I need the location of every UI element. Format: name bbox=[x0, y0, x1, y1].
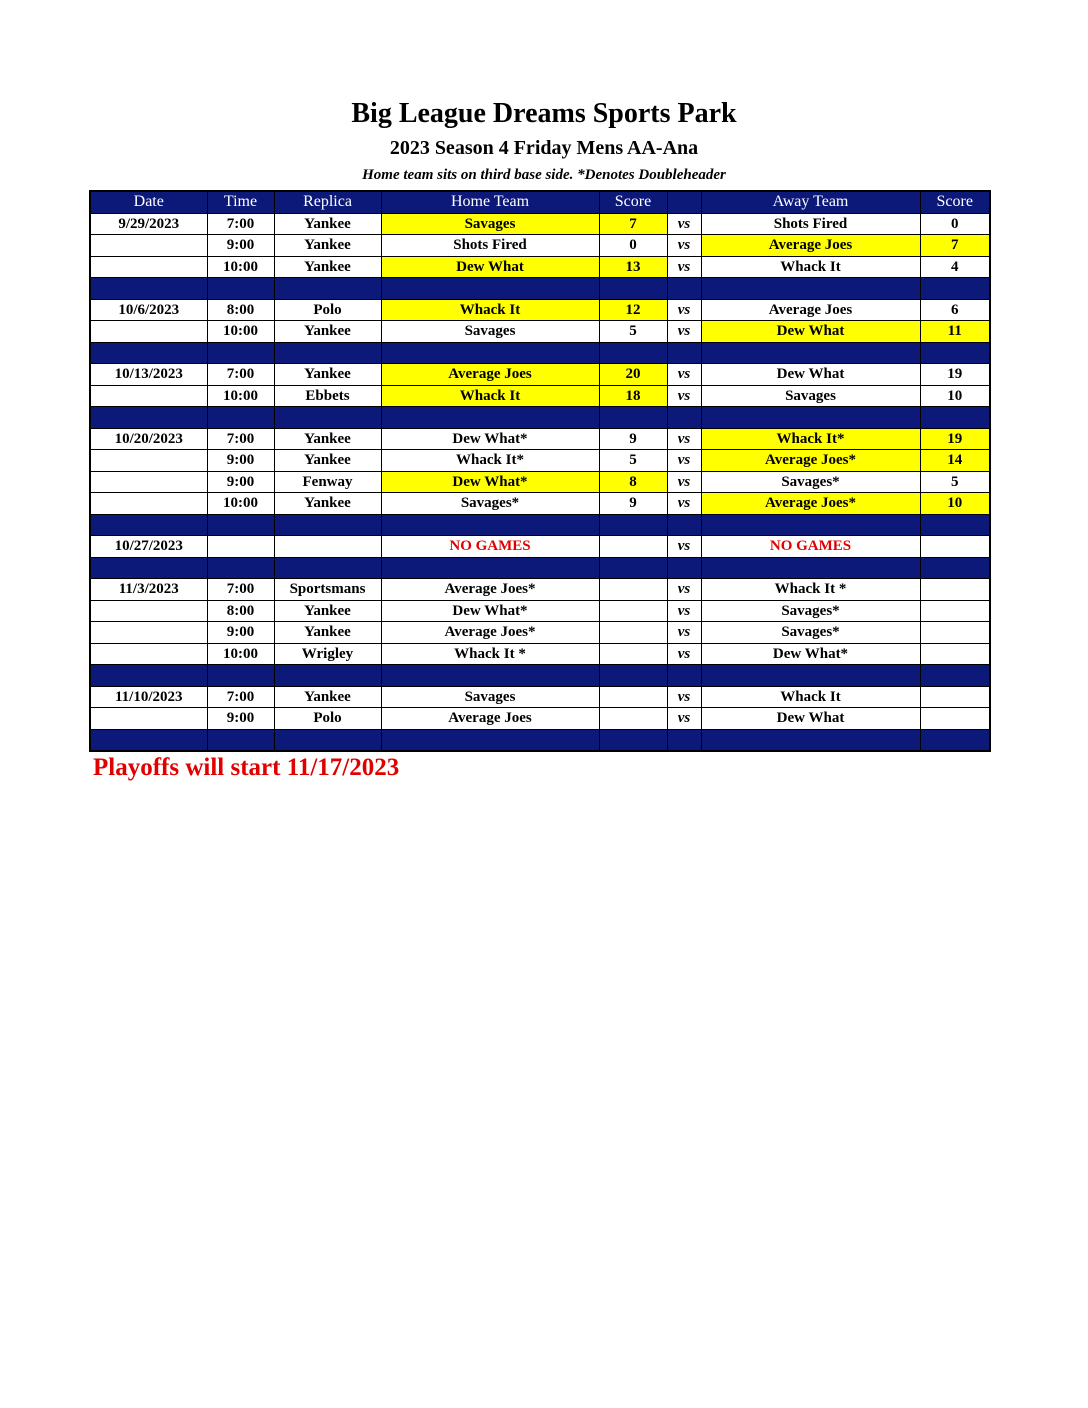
separator-cell bbox=[920, 557, 990, 579]
vs-label: vs bbox=[667, 600, 701, 622]
game-replica: Yankee bbox=[274, 213, 381, 235]
separator-cell bbox=[701, 407, 920, 429]
home-score bbox=[599, 708, 667, 730]
table-row bbox=[90, 450, 990, 472]
home-team: Savages bbox=[381, 213, 599, 235]
separator-cell bbox=[90, 514, 207, 536]
game-date bbox=[90, 235, 207, 257]
home-score: 18 bbox=[599, 385, 667, 407]
separator-cell bbox=[207, 665, 274, 687]
away-score: 7 bbox=[920, 235, 990, 257]
game-date: 9/29/2023 bbox=[90, 213, 207, 235]
week-separator bbox=[90, 557, 990, 579]
game-time: 8:00 bbox=[207, 299, 274, 321]
table-row bbox=[90, 471, 990, 493]
separator-cell bbox=[207, 729, 274, 751]
separator-cell bbox=[599, 729, 667, 751]
home-score: 20 bbox=[599, 364, 667, 386]
game-replica: Sportsmans bbox=[274, 579, 381, 601]
page-subtitle: 2023 Season 4 Friday Mens AA-Ana bbox=[389, 137, 699, 159]
separator-cell bbox=[920, 514, 990, 536]
header-row bbox=[90, 191, 990, 213]
game-date bbox=[90, 643, 207, 665]
home-team: Average Joes bbox=[381, 364, 599, 386]
game-replica: Polo bbox=[274, 299, 381, 321]
separator-cell bbox=[207, 342, 274, 364]
week-separator bbox=[90, 342, 990, 364]
away-score: 6 bbox=[920, 299, 990, 321]
vs-label: vs bbox=[667, 579, 701, 601]
col-time: Time bbox=[207, 191, 274, 213]
vs-label: vs bbox=[667, 471, 701, 493]
game-replica: Yankee bbox=[274, 450, 381, 472]
game-replica: Yankee bbox=[274, 235, 381, 257]
col-away-score: Score bbox=[920, 191, 990, 213]
game-time: 7:00 bbox=[207, 428, 274, 450]
game-time: 7:00 bbox=[207, 364, 274, 386]
away-team: Savages* bbox=[701, 622, 920, 644]
separator-cell bbox=[381, 342, 599, 364]
away-score bbox=[920, 600, 990, 622]
table-row bbox=[90, 299, 990, 321]
vs-label: vs bbox=[667, 256, 701, 278]
game-replica: Yankee bbox=[274, 364, 381, 386]
away-team: Shots Fired bbox=[701, 213, 920, 235]
home-score: 9 bbox=[599, 493, 667, 515]
away-score bbox=[920, 536, 990, 558]
separator-cell bbox=[667, 557, 701, 579]
home-team: Dew What* bbox=[381, 428, 599, 450]
game-date: 10/6/2023 bbox=[90, 299, 207, 321]
separator-cell bbox=[90, 342, 207, 364]
game-date: 11/3/2023 bbox=[90, 579, 207, 601]
game-date bbox=[90, 450, 207, 472]
home-team: Savages* bbox=[381, 493, 599, 515]
away-score: 0 bbox=[920, 213, 990, 235]
separator-cell bbox=[920, 342, 990, 364]
week-separator bbox=[90, 278, 990, 300]
away-team: Dew What bbox=[701, 708, 920, 730]
game-replica: Yankee bbox=[274, 256, 381, 278]
separator-cell bbox=[667, 729, 701, 751]
home-score bbox=[599, 643, 667, 665]
home-score bbox=[599, 622, 667, 644]
away-score: 10 bbox=[920, 385, 990, 407]
separator-cell bbox=[207, 557, 274, 579]
separator-cell bbox=[274, 665, 381, 687]
game-date: 10/20/2023 bbox=[90, 428, 207, 450]
separator-cell bbox=[207, 407, 274, 429]
vs-label: vs bbox=[667, 299, 701, 321]
game-date bbox=[90, 471, 207, 493]
game-replica: Yankee bbox=[274, 428, 381, 450]
separator-cell bbox=[599, 665, 667, 687]
away-team: Dew What bbox=[701, 321, 920, 343]
separator-cell bbox=[381, 278, 599, 300]
away-score bbox=[920, 579, 990, 601]
game-time: 7:00 bbox=[207, 579, 274, 601]
vs-label: vs bbox=[667, 643, 701, 665]
away-score bbox=[920, 643, 990, 665]
game-time bbox=[207, 536, 274, 558]
separator-cell bbox=[90, 557, 207, 579]
home-team: Savages bbox=[381, 686, 599, 708]
game-date bbox=[90, 708, 207, 730]
away-team: Average Joes* bbox=[701, 450, 920, 472]
game-date bbox=[90, 622, 207, 644]
col-vs bbox=[667, 191, 701, 213]
separator-cell bbox=[667, 665, 701, 687]
vs-label: vs bbox=[667, 321, 701, 343]
table-row bbox=[90, 428, 990, 450]
separator-cell bbox=[599, 278, 667, 300]
vs-label: vs bbox=[667, 450, 701, 472]
home-score: 12 bbox=[599, 299, 667, 321]
game-date: 10/13/2023 bbox=[90, 364, 207, 386]
home-team: NO GAMES bbox=[381, 536, 599, 558]
separator-cell bbox=[701, 278, 920, 300]
separator-cell bbox=[274, 729, 381, 751]
separator-cell bbox=[667, 342, 701, 364]
away-team: Whack It bbox=[701, 256, 920, 278]
away-team: Dew What* bbox=[701, 643, 920, 665]
home-score: 13 bbox=[599, 256, 667, 278]
away-score: 14 bbox=[920, 450, 990, 472]
separator-cell bbox=[274, 278, 381, 300]
separator-cell bbox=[701, 514, 920, 536]
game-time: 9:00 bbox=[207, 708, 274, 730]
separator-cell bbox=[90, 407, 207, 429]
vs-label: vs bbox=[667, 686, 701, 708]
away-team: NO GAMES bbox=[701, 536, 920, 558]
game-replica: Yankee bbox=[274, 600, 381, 622]
home-score: 5 bbox=[599, 450, 667, 472]
vs-label: vs bbox=[667, 493, 701, 515]
table-row bbox=[90, 235, 990, 257]
separator-cell bbox=[701, 557, 920, 579]
game-date bbox=[90, 256, 207, 278]
home-team: Whack It bbox=[381, 385, 599, 407]
home-team: Dew What bbox=[381, 256, 599, 278]
away-team: Savages* bbox=[701, 471, 920, 493]
separator-cell bbox=[381, 729, 599, 751]
col-home-team: Home Team bbox=[381, 191, 599, 213]
away-team: Average Joes* bbox=[701, 493, 920, 515]
game-replica: Yankee bbox=[274, 321, 381, 343]
vs-label: vs bbox=[667, 536, 701, 558]
game-replica: Yankee bbox=[274, 622, 381, 644]
table-row bbox=[90, 643, 990, 665]
home-team: Dew What* bbox=[381, 471, 599, 493]
home-team: Whack It* bbox=[381, 450, 599, 472]
game-replica bbox=[274, 536, 381, 558]
home-score bbox=[599, 686, 667, 708]
game-time: 8:00 bbox=[207, 600, 274, 622]
away-score: 10 bbox=[920, 493, 990, 515]
separator-cell bbox=[920, 729, 990, 751]
table-row bbox=[90, 364, 990, 386]
vs-label: vs bbox=[667, 622, 701, 644]
vs-label: vs bbox=[667, 364, 701, 386]
col-date: Date bbox=[90, 191, 207, 213]
game-date: 11/10/2023 bbox=[90, 686, 207, 708]
away-score bbox=[920, 708, 990, 730]
game-time: 9:00 bbox=[207, 450, 274, 472]
game-replica: Ebbets bbox=[274, 385, 381, 407]
game-date bbox=[90, 321, 207, 343]
separator-cell bbox=[667, 278, 701, 300]
away-team: Average Joes bbox=[701, 235, 920, 257]
vs-label: vs bbox=[667, 708, 701, 730]
separator-cell bbox=[599, 514, 667, 536]
home-team: Shots Fired bbox=[381, 235, 599, 257]
separator-cell bbox=[667, 407, 701, 429]
away-score: 19 bbox=[920, 364, 990, 386]
game-replica: Polo bbox=[274, 708, 381, 730]
home-team: Average Joes bbox=[381, 708, 599, 730]
away-team: Dew What bbox=[701, 364, 920, 386]
away-score: 4 bbox=[920, 256, 990, 278]
table-row bbox=[90, 708, 990, 730]
schedule-body bbox=[90, 213, 990, 751]
separator-cell bbox=[274, 407, 381, 429]
home-score bbox=[599, 536, 667, 558]
game-replica: Wrigley bbox=[274, 643, 381, 665]
game-time: 10:00 bbox=[207, 385, 274, 407]
page-title: Big League Dreams Sports Park bbox=[351, 98, 737, 129]
game-replica: Fenway bbox=[274, 471, 381, 493]
game-date bbox=[90, 600, 207, 622]
game-date bbox=[90, 493, 207, 515]
game-replica: Yankee bbox=[274, 686, 381, 708]
away-team: Whack It* bbox=[701, 428, 920, 450]
table-row bbox=[90, 493, 990, 515]
separator-cell bbox=[381, 514, 599, 536]
playoffs-note: Playoffs will start 11/17/2023 bbox=[93, 754, 400, 781]
away-team: Whack It bbox=[701, 686, 920, 708]
away-team: Average Joes bbox=[701, 299, 920, 321]
separator-cell bbox=[599, 407, 667, 429]
separator-cell bbox=[701, 665, 920, 687]
game-date bbox=[90, 385, 207, 407]
game-time: 9:00 bbox=[207, 471, 274, 493]
table-row bbox=[90, 579, 990, 601]
game-time: 10:00 bbox=[207, 321, 274, 343]
away-team: Savages* bbox=[701, 600, 920, 622]
col-away-team: Away Team bbox=[701, 191, 920, 213]
game-time: 10:00 bbox=[207, 493, 274, 515]
separator-cell bbox=[667, 514, 701, 536]
vs-label: vs bbox=[667, 213, 701, 235]
separator-cell bbox=[90, 278, 207, 300]
home-score bbox=[599, 579, 667, 601]
separator-cell bbox=[701, 729, 920, 751]
vs-label: vs bbox=[667, 235, 701, 257]
home-team: Whack It bbox=[381, 299, 599, 321]
separator-cell bbox=[207, 278, 274, 300]
separator-cell bbox=[599, 342, 667, 364]
separator-cell bbox=[920, 407, 990, 429]
away-score: 11 bbox=[920, 321, 990, 343]
page-note: Home team sits on third base side. *Denotes Doubleheader bbox=[362, 167, 726, 183]
table-row bbox=[90, 256, 990, 278]
separator-cell bbox=[90, 729, 207, 751]
table-row bbox=[90, 600, 990, 622]
home-team: Average Joes* bbox=[381, 579, 599, 601]
game-time: 10:00 bbox=[207, 256, 274, 278]
home-score: 5 bbox=[599, 321, 667, 343]
table-row bbox=[90, 321, 990, 343]
home-team: Savages bbox=[381, 321, 599, 343]
col-home-score: Score bbox=[599, 191, 667, 213]
away-score bbox=[920, 686, 990, 708]
separator-cell bbox=[90, 665, 207, 687]
home-team: Whack It * bbox=[381, 643, 599, 665]
table-row bbox=[90, 622, 990, 644]
week-separator bbox=[90, 665, 990, 687]
week-separator bbox=[90, 729, 990, 751]
away-score: 19 bbox=[920, 428, 990, 450]
schedule-table bbox=[89, 190, 991, 752]
separator-cell bbox=[274, 514, 381, 536]
col-replica: Replica bbox=[274, 191, 381, 213]
vs-label: vs bbox=[667, 385, 701, 407]
away-score bbox=[920, 622, 990, 644]
separator-cell bbox=[274, 342, 381, 364]
game-time: 10:00 bbox=[207, 643, 274, 665]
home-score: 8 bbox=[599, 471, 667, 493]
separator-cell bbox=[381, 557, 599, 579]
game-time: 7:00 bbox=[207, 213, 274, 235]
vs-label: vs bbox=[667, 428, 701, 450]
home-score: 0 bbox=[599, 235, 667, 257]
game-time: 9:00 bbox=[207, 235, 274, 257]
separator-cell bbox=[274, 557, 381, 579]
week-separator bbox=[90, 407, 990, 429]
table-row bbox=[90, 536, 990, 558]
game-replica: Yankee bbox=[274, 493, 381, 515]
home-score: 7 bbox=[599, 213, 667, 235]
home-team: Dew What* bbox=[381, 600, 599, 622]
separator-cell bbox=[381, 407, 599, 429]
separator-cell bbox=[207, 514, 274, 536]
away-score: 5 bbox=[920, 471, 990, 493]
separator-cell bbox=[701, 342, 920, 364]
table-row bbox=[90, 213, 990, 235]
away-team: Savages bbox=[701, 385, 920, 407]
game-time: 9:00 bbox=[207, 622, 274, 644]
table-row bbox=[90, 686, 990, 708]
home-team: Average Joes* bbox=[381, 622, 599, 644]
game-date: 10/27/2023 bbox=[90, 536, 207, 558]
game-time: 7:00 bbox=[207, 686, 274, 708]
home-score bbox=[599, 600, 667, 622]
separator-cell bbox=[920, 665, 990, 687]
table-row bbox=[90, 385, 990, 407]
home-score: 9 bbox=[599, 428, 667, 450]
week-separator bbox=[90, 514, 990, 536]
separator-cell bbox=[599, 557, 667, 579]
away-team: Whack It * bbox=[701, 579, 920, 601]
separator-cell bbox=[920, 278, 990, 300]
separator-cell bbox=[381, 665, 599, 687]
